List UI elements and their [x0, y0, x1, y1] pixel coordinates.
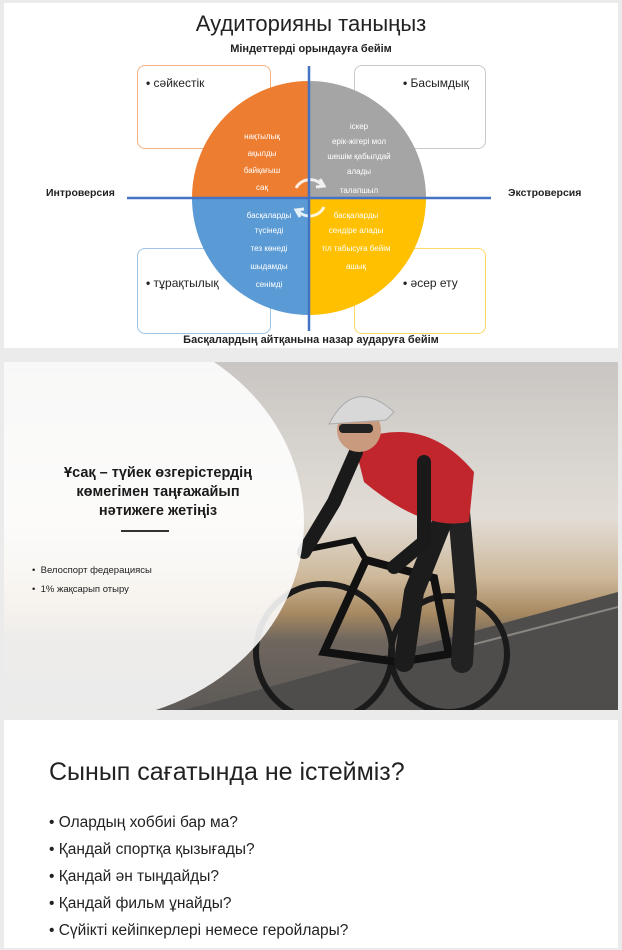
slide-audience	[4, 3, 618, 348]
axis-label-right: Экстроверсия	[508, 187, 582, 199]
quadrant-gray-text: іскер ерік-жігері мол шешім қабылдай алады талапшыл	[327, 122, 391, 195]
bullet-list	[32, 565, 152, 603]
quadrant-orange-text: нақтылық ақылды байқағыш сақ	[243, 132, 281, 192]
box-top-left: • сәйкестік	[137, 65, 271, 149]
list-item: • 1% жақсарып отыру	[32, 584, 129, 595]
slide-questions	[4, 720, 618, 948]
list-item: • Велоспорт федерациясы	[32, 565, 152, 576]
axis-label-bottom: Басқалардың айтқанына назар аударуға бейім	[183, 334, 439, 346]
list-item: • Олардың хоббиі бар ма?	[49, 814, 238, 831]
list-item: • Сүйікті кейіпкерлері немесе геройлары?	[49, 922, 349, 939]
box-label: тұрақтылық	[153, 276, 219, 290]
box-bottom-right: • әсер ету	[354, 248, 486, 334]
box-label: әсер ету	[410, 276, 458, 290]
slide-cyclist	[4, 362, 618, 710]
quadrant-circle	[4, 3, 618, 348]
slide-title: Аудиторияны таныңыз	[195, 11, 427, 36]
slide-title: Сынып сағатында не істейміз?	[49, 758, 405, 786]
box-label: Басымдық	[410, 76, 469, 90]
axis-label-left: Интроверсия	[46, 187, 115, 199]
box-top-right: • Басымдық	[354, 65, 486, 149]
axis-label-top: Міндеттерді орындауға бейім	[230, 43, 392, 55]
list-item: • Қандай спортқа қызығады?	[49, 841, 255, 858]
slide-heading: Ұсақ – түйек өзгерістердің көмегімен таңғажайып нәтижеге жетіңіз	[64, 465, 252, 519]
box-label: сәйкестік	[153, 76, 205, 90]
divider	[121, 530, 169, 532]
quadrant-blue-text: басқаларды түсінеді тез көнеді шыдамды сенімді	[246, 211, 292, 289]
list-item: • Қандай фильм ұнайды?	[49, 895, 232, 912]
bullet-list	[49, 814, 348, 948]
quadrant-yellow-text: басқаларды сендіре алады тіл табысуға бейім ашық	[321, 211, 391, 271]
list-item: • Қандай ән тыңдайды?	[49, 868, 219, 885]
box-bottom-left: • тұрақтылық	[137, 248, 271, 334]
